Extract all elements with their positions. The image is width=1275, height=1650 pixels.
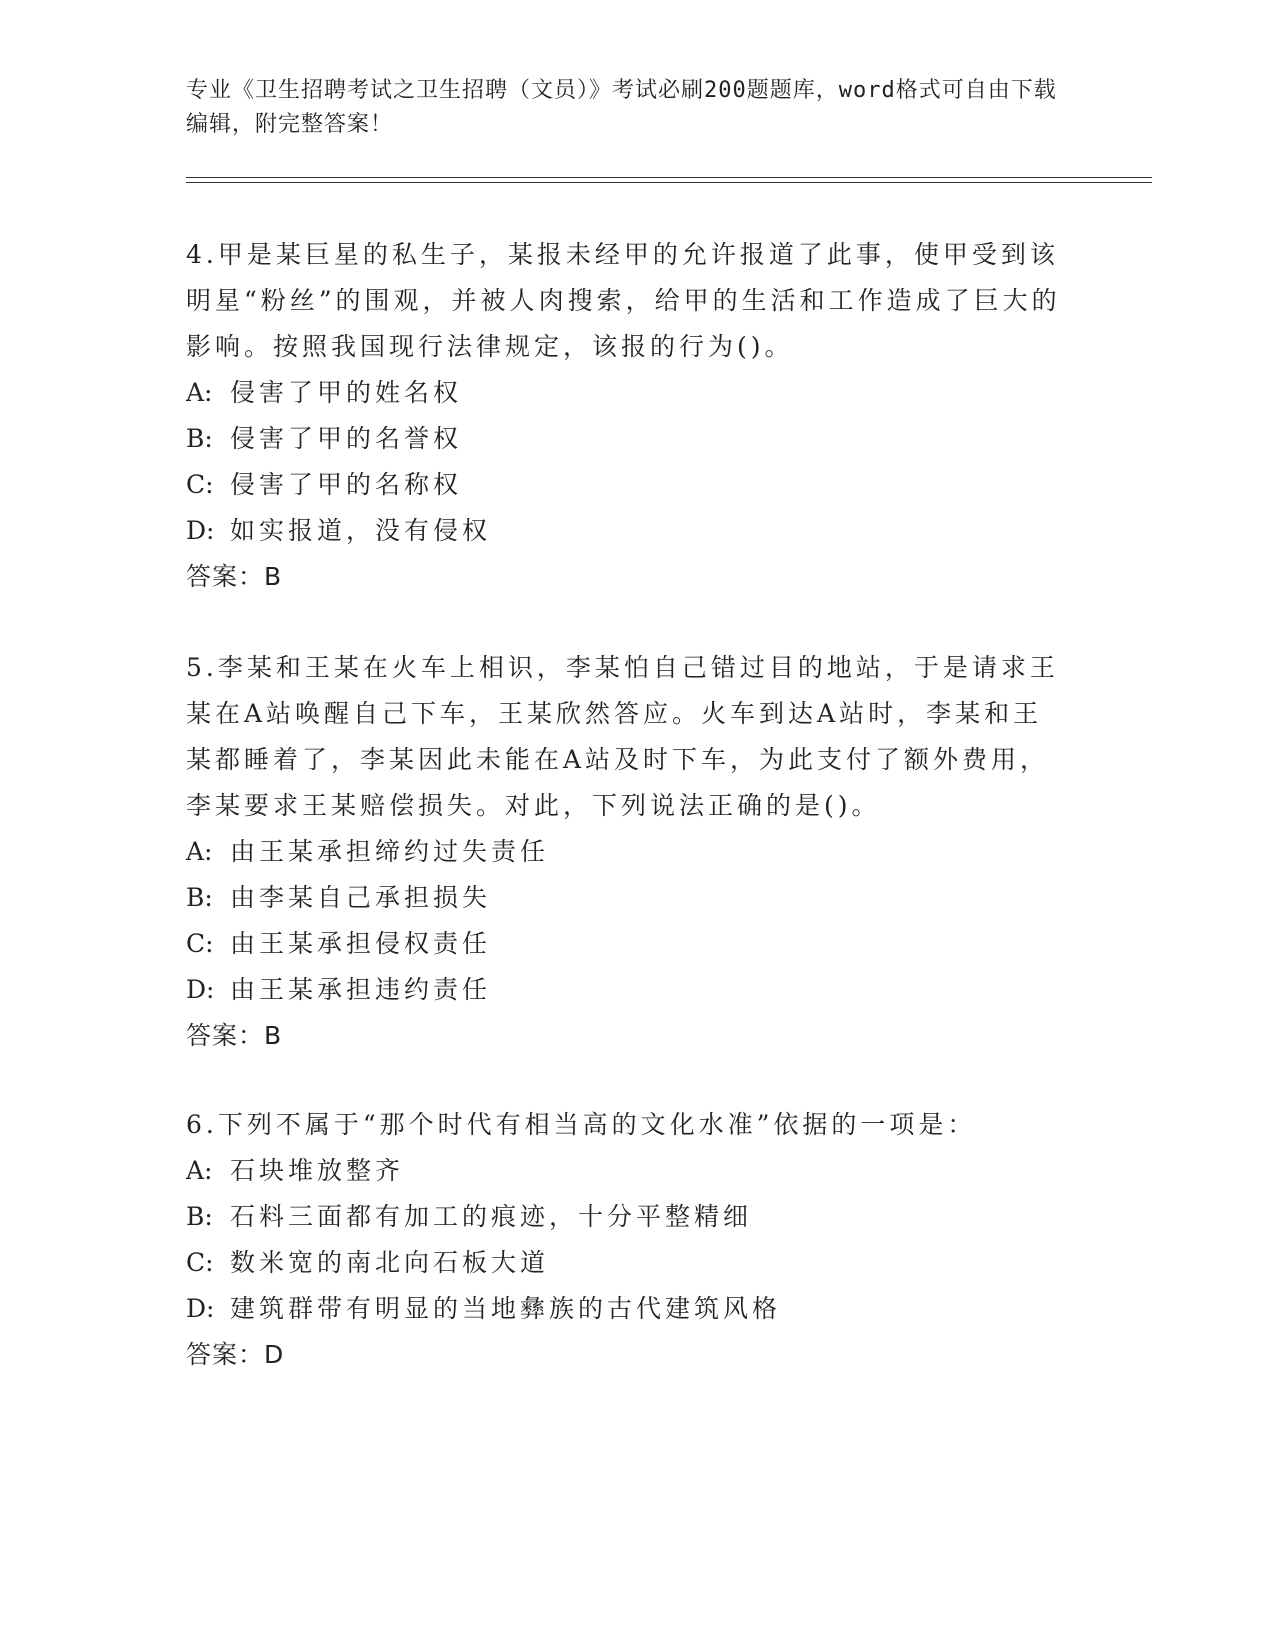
option-c <box>186 921 1066 967</box>
option-c <box>186 462 1066 508</box>
header-divider-bottom <box>186 182 1152 183</box>
option-a <box>186 829 1066 875</box>
question-stem: 5.李某和王某在火车上相识，李某怕自己错过目的地站，于是请求王某在A站唤醒自己下车，王某欣然答应。火车到达A站时，李某和王某都睡着了，李某因此未能在A站及时下车，为此支付了额外费用，李某要求王某赔偿损失。对此，下列说法正确的是()。 <box>186 653 1059 820</box>
header-intro-text: 专业《卫生招聘考试之卫生招聘（文员）》考试必刷200题题库，word格式可自由下载编辑，附完整答案！ <box>186 78 1057 137</box>
option-b <box>186 1194 1066 1240</box>
option-d <box>186 508 1066 554</box>
option-letter: D: <box>186 516 215 545</box>
option-d <box>186 1286 1066 1332</box>
option-letter: B: <box>186 424 213 453</box>
option-c <box>186 1240 1066 1286</box>
question-stem: 4.甲是某巨星的私生子，某报未经甲的允许报道了此事，使甲受到该明星“粉丝”的围观，并被人肉搜索，给甲的生活和工作造成了巨大的影响。按照我国现行法律规定，该报的行为()。 <box>186 240 1061 361</box>
option-text: 侵害了甲的姓名权 <box>230 378 463 407</box>
option-text: 侵害了甲的名誉权 <box>230 424 463 453</box>
option-text: 石料三面都有加工的痕迹，十分平整精细 <box>230 1202 753 1231</box>
option-b <box>186 416 1066 462</box>
option-letter: A: <box>186 1156 213 1185</box>
option-text: 侵害了甲的名称权 <box>230 470 463 499</box>
option-d <box>186 967 1066 1013</box>
option-a <box>186 1148 1066 1194</box>
option-text: 建筑群带有明显的当地彝族的古代建筑风格 <box>230 1294 782 1323</box>
option-text: 如实报道，没有侵权 <box>230 516 492 545</box>
question-stem: 6.下列不属于“那个时代有相当高的文化水准”依据的一项是： <box>186 1110 977 1139</box>
document-header <box>186 74 1066 142</box>
option-letter: B: <box>186 883 213 912</box>
option-letter: B: <box>186 1202 213 1231</box>
option-text: 数米宽的南北向石板大道 <box>230 1248 550 1277</box>
answer-line: 答案：B <box>186 1021 283 1050</box>
option-text: 由李某自己承担损失 <box>230 883 492 912</box>
option-letter: C: <box>186 1248 214 1277</box>
option-text: 由王某承担侵权责任 <box>230 929 492 958</box>
option-letter: A: <box>186 378 213 407</box>
header-divider-top <box>186 177 1152 178</box>
option-letter: C: <box>186 470 214 499</box>
answer-line: 答案：B <box>186 562 283 591</box>
option-letter: D: <box>186 975 215 1004</box>
option-b <box>186 875 1066 921</box>
option-text: 石块堆放整齐 <box>230 1156 405 1185</box>
option-a <box>186 370 1066 416</box>
option-letter: C: <box>186 929 214 958</box>
answer-line: 答案：D <box>186 1340 285 1369</box>
option-text: 由王某承担违约责任 <box>230 975 492 1004</box>
option-letter: A: <box>186 837 213 866</box>
question-6 <box>186 1102 1066 1378</box>
option-letter: D: <box>186 1294 215 1323</box>
option-text: 由王某承担缔约过失责任 <box>230 837 550 866</box>
question-5 <box>186 645 1066 1059</box>
question-4 <box>186 232 1066 600</box>
